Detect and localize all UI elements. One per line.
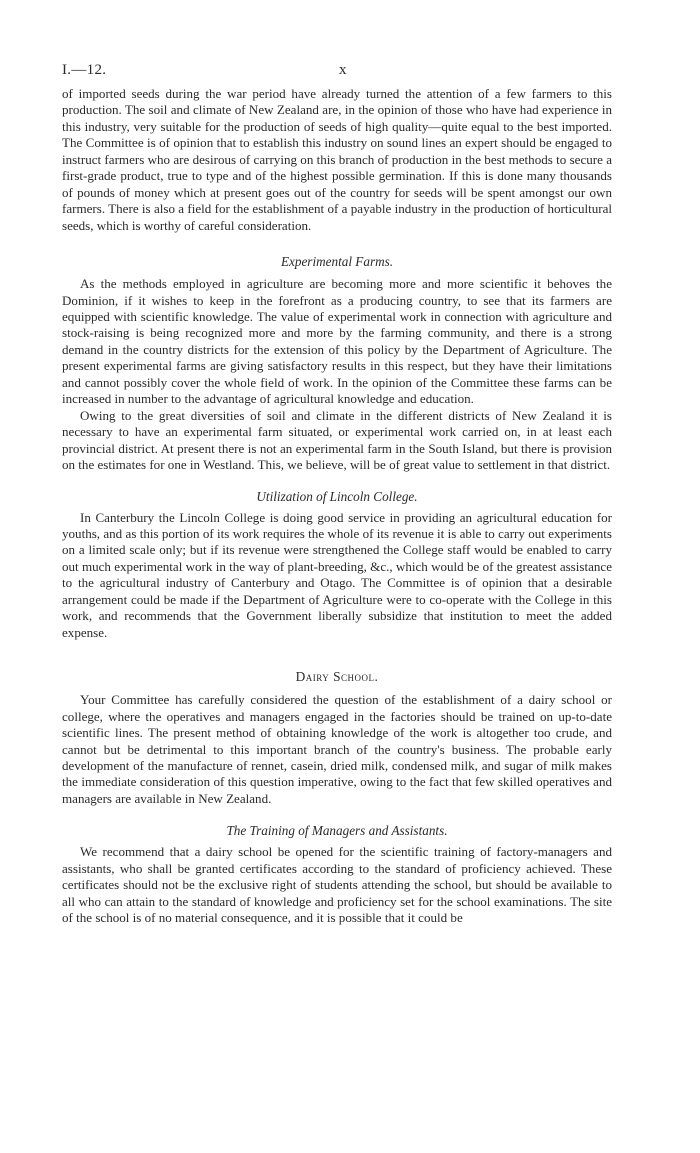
paper-reference: I.—12. <box>62 62 107 78</box>
section-heading-dairy-school: Dairy School. <box>295 669 379 685</box>
document-page <box>62 62 612 927</box>
section-heading-experimental-farms: Experimental Farms. <box>280 254 394 270</box>
intro-paragraph: of imported seeds during the war period have already turned the attention of a few farmers to this production. The soil and climate of New Zealand are, in the opinion of those who have had experience in this industry, very suitable for the production of seeds of high quality—quite equal to the best imported. The Committee is of opinion that to establish this industry on sound lines an expert should be engaged to instruct farmers who are desirous of carrying on this branch of production in the best methods to secure a first-grade product, true to type and of the highest possible germination. If this is done many thousands of pounds of money which at present goes out of the country for seeds will be spent amongst our own farmers. There is also a field for the establishment of a payable industry in the production of horticultural seeds, which is worthy of careful consideration. <box>62 86 612 233</box>
section-heading-lincoln-college: Utilization of Lincoln College. <box>256 488 418 504</box>
dairy-school-paragraph: Your Committee has carefully considered the question of the establishment of a dairy school or college, where the operatives and managers engaged in the factories should be trained on up-to-date scientific lines. The present method of obtaining knowledge of the work is altogether too crude, and cannot but be detrimental to this important branch of the country's business. The probable early development of the manufacture of rennet, casein, dried milk, condensed milk, and sugar of milk makes the immediate consideration of this question imperative, owing to the fact that few skilled operatives and managers are available in New Zealand. <box>62 692 612 806</box>
experimental-farms-paragraph-2: Owing to the great diversities of soil and climate in the different districts of New Zealand it is necessary to have an experimental farm situated, or experimental work carried on, in at least each provincial district. At present there is not an experimental farm in the South Island, but there is provision on the estimates for one in Westland. This, we believe, will be of great value to settlement in that district. <box>62 407 612 473</box>
experimental-farms-paragraph-1: As the methods employed in agriculture are becoming more and more scientific it behoves the Dominion, if it wishes to keep in the forefront as a producing country, to see that its farmers are equipped with scientific knowledge. The value of experimental work in connection with agriculture and stock-raising is being recognized more and more by the farming community, and there is a strong demand in the country districts for the extension of this policy by the Department of Agriculture. The present experimental farms are giving satisfactory results in this respect, but they have their limitations and cannot possibly cover the whole field of work. In the opinion of the Committee these farms can be increased in number to the advantage of agricultural knowledge and education. <box>62 276 612 407</box>
lincoln-college-paragraph: In Canterbury the Lincoln College is doing good service in providing an agricultural education for youths, and as this portion of its work requires the whole of its revenue it is able to carry out experiments on a limited scale only; but if its revenue were strengthened the College staff would be enabled to carry out much experimental work in the way of plant-breeding, &c., which would be of the greatest assistance to the agricultural industry of Canterbury and Otago. The Committee is of opinion that a desirable arrangement could be made if the Department of Agriculture were to co-operate with the College in this work, and recommends that the Government liberally subsidize that institution to meet the added expense. <box>62 509 612 640</box>
page-number: x <box>339 62 347 78</box>
training-paragraph: We recommend that a dairy school be opened for the scientific training of factory-managers and assistants, who shall be granted certificates according to the standard of proficiency achieved. These certificates should not be the exclusive right of students attending the school, but should be available to all who can attain to the standard of knowledge and proficiency set for the school examinations. The site of the school is of no material consequence, and it is possible that it could be <box>62 844 612 926</box>
section-heading-training: The Training of Managers and Assistants. <box>226 823 448 839</box>
page-header <box>62 62 612 88</box>
